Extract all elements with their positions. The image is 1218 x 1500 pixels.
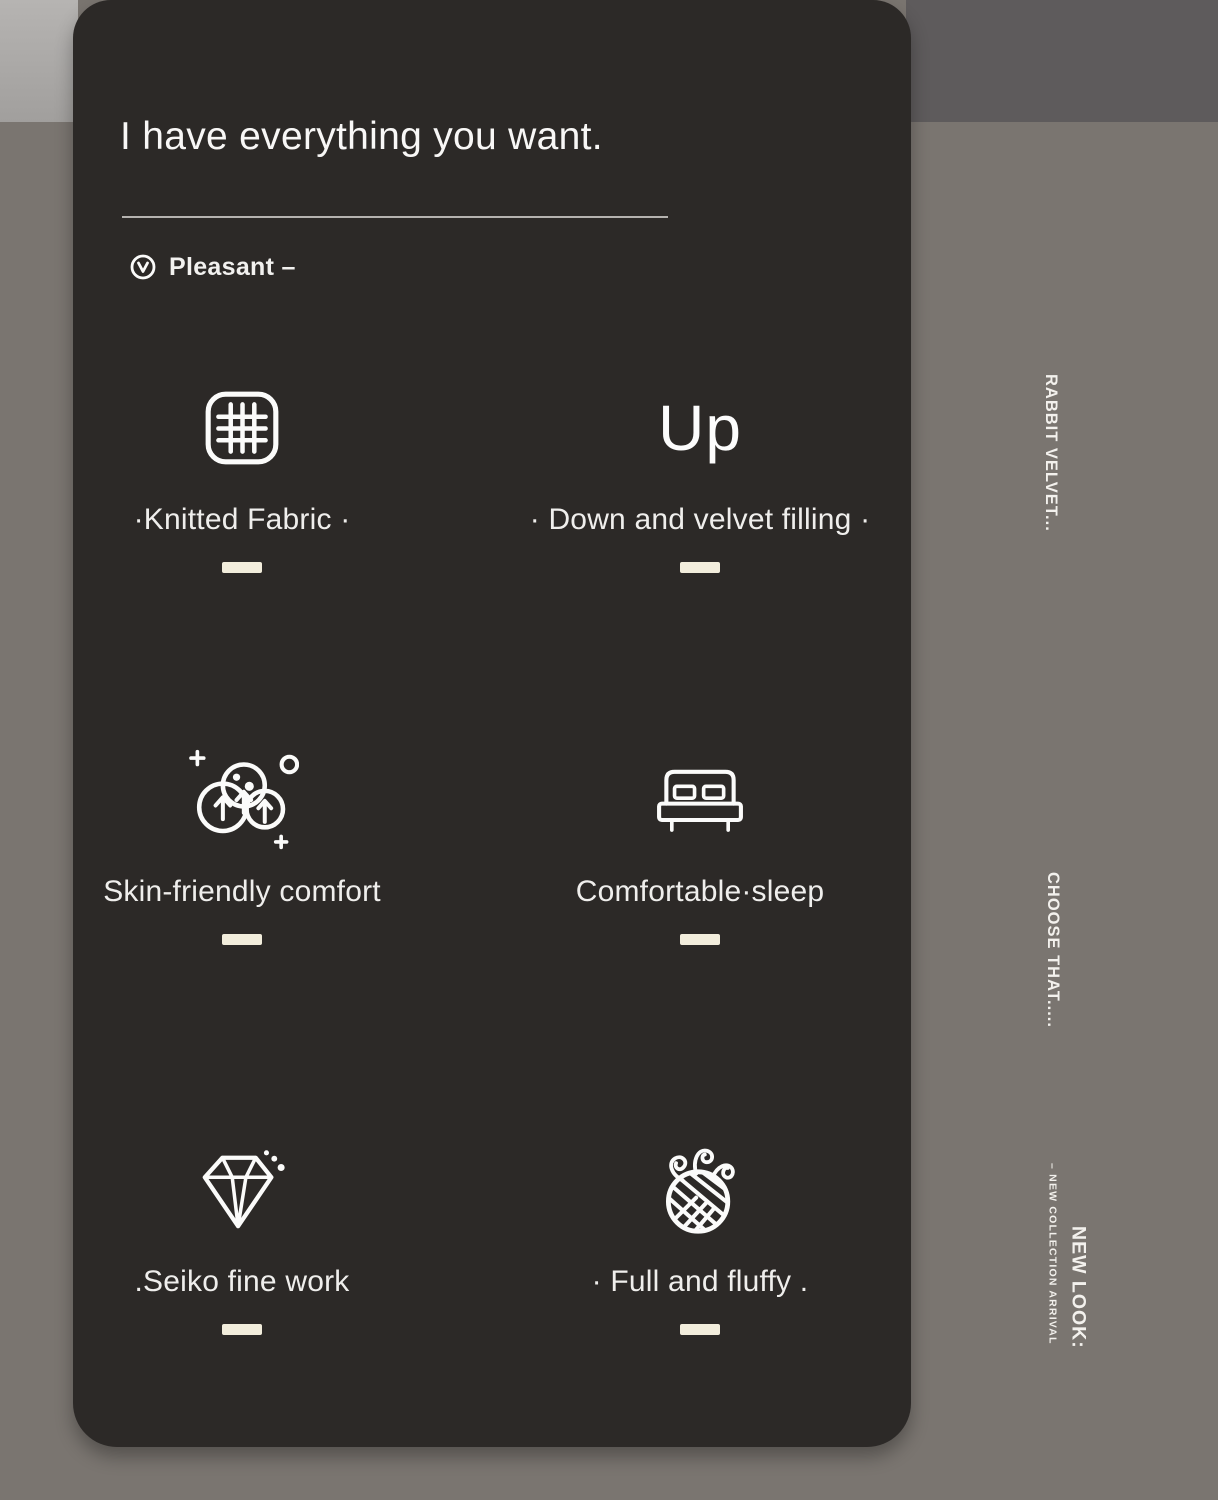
side-text-new-look: NEW LOOK: <box>1067 1226 1090 1349</box>
accent-dash <box>222 562 262 573</box>
feature-label: · Down and velvet filling · <box>529 503 871 536</box>
feature-label: .Seiko fine work <box>134 1265 350 1298</box>
side-text-choose-that: CHOOSE THAT..... <box>1043 872 1062 1028</box>
top-band-right <box>906 0 1218 122</box>
diamond-icon <box>73 1142 411 1238</box>
knitted-grid-icon <box>73 380 411 476</box>
feature-label: Comfortable·sleep <box>575 875 825 908</box>
v-circle-icon <box>128 252 158 282</box>
side-text-rabbit-velvet: RABBIT VELVET... <box>1041 374 1060 532</box>
top-band-left <box>0 0 78 122</box>
feature-full-and-fluffy <box>507 1142 893 1335</box>
feature-seiko-fine-work <box>73 1142 411 1335</box>
bubbles-arrows-icon <box>73 752 411 848</box>
accent-dash <box>680 1324 720 1335</box>
accent-dash <box>222 934 262 945</box>
yarn-ball-icon <box>507 1142 893 1238</box>
card-title: I have everything you want. <box>120 115 603 158</box>
pleasant-label: Pleasant – <box>169 252 296 281</box>
pleasant-row <box>128 252 296 282</box>
accent-dash <box>680 562 720 573</box>
accent-dash <box>680 934 720 945</box>
divider-line <box>122 216 668 218</box>
up-word <box>507 380 893 476</box>
feature-down-velvet-filling <box>507 380 893 573</box>
feature-comfortable-sleep <box>507 752 893 945</box>
up-text: Up <box>658 392 742 464</box>
accent-dash <box>222 1324 262 1335</box>
bed-icon <box>507 752 893 848</box>
side-text-new-collection-arrival: – NEW COLLECTION ARRIVAL <box>1046 1163 1059 1345</box>
feature-label: Skin-friendly comfort <box>103 875 381 908</box>
feature-label: · Full and fluffy . <box>591 1265 809 1298</box>
feature-label: ·Knitted Fabric · <box>133 503 351 536</box>
feature-card <box>73 0 911 1447</box>
feature-skin-friendly <box>73 752 411 945</box>
feature-knitted-fabric <box>73 380 411 573</box>
